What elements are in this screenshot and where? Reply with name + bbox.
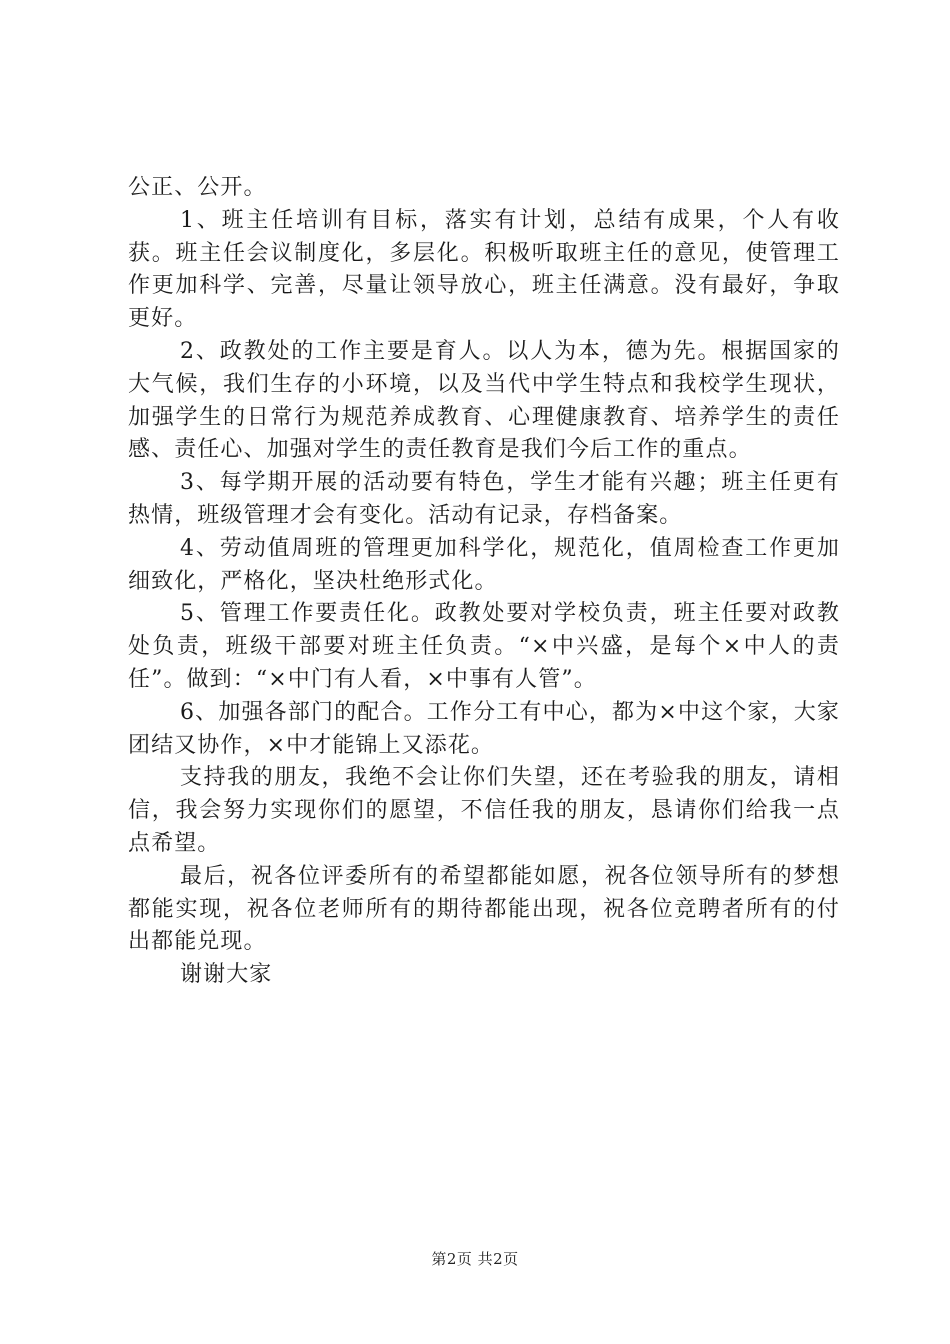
paragraph-support: 支持我的朋友，我绝不会让你们失望，还在考验我的朋友，请相信，我会努力实现你们的愿望，不信任我的朋友，恳请你们给我一点点希望。	[128, 765, 840, 856]
paragraph-item-3: 3、每学期开展的活动要有特色，学生才能有兴趣；班主任更有热情，班级管理才会有变化。活动有记录，存档备案。	[128, 470, 840, 528]
page-number-footer: 第2页 共2页	[431, 1250, 519, 1268]
paragraph-intro: 公正、公开。	[128, 175, 267, 200]
paragraph-item-5: 5、管理工作要责任化。政教处要对学校负责，班主任要对政教处负责，班级干部要对班主任负责。“×中兴盛，是每个×中人的责任”。做到：“×中门有人看，×中事有人管”。	[128, 601, 840, 692]
paragraph-item-1: 1、班主任培训有目标，落实有计划，总结有成果，个人有收获。班主任会议制度化，多层化。积极听取班主任的意见，使管理工作更加科学、完善，尽量让领导放心，班主任满意。没有最好，争取更好。	[128, 207, 840, 332]
paragraph-item-6: 6、加强各部门的配合。工作分工有中心，都为×中这个家，大家团结又协作，×中才能锦上又添花。	[128, 699, 840, 758]
paragraph-item-2: 2、政教处的工作主要是育人。以人为本，德为先。根据国家的大气候，我们生存的小环境，以及当代中学生特点和我校学生现状，加强学生的日常行为规范养成教育、心理健康教育、培养学生的责任感、责任心、加强对学生的责任教育是我们今后工作的重点。	[128, 338, 840, 463]
paragraph-item-4: 4、劳动值周班的管理更加科学化，规范化，值周检查工作更加细致化，严格化，坚决杜绝形式化。	[128, 535, 840, 594]
paragraph-closing-wishes: 最后，祝各位评委所有的希望都能如愿，祝各位领导所有的梦想都能实现，祝各位老师所有的期待都能出现，祝各位竞聘者所有的付出都能兑现。	[128, 863, 840, 955]
paragraph-thanks: 谢谢大家	[180, 962, 273, 988]
document-body	[128, 172, 840, 992]
